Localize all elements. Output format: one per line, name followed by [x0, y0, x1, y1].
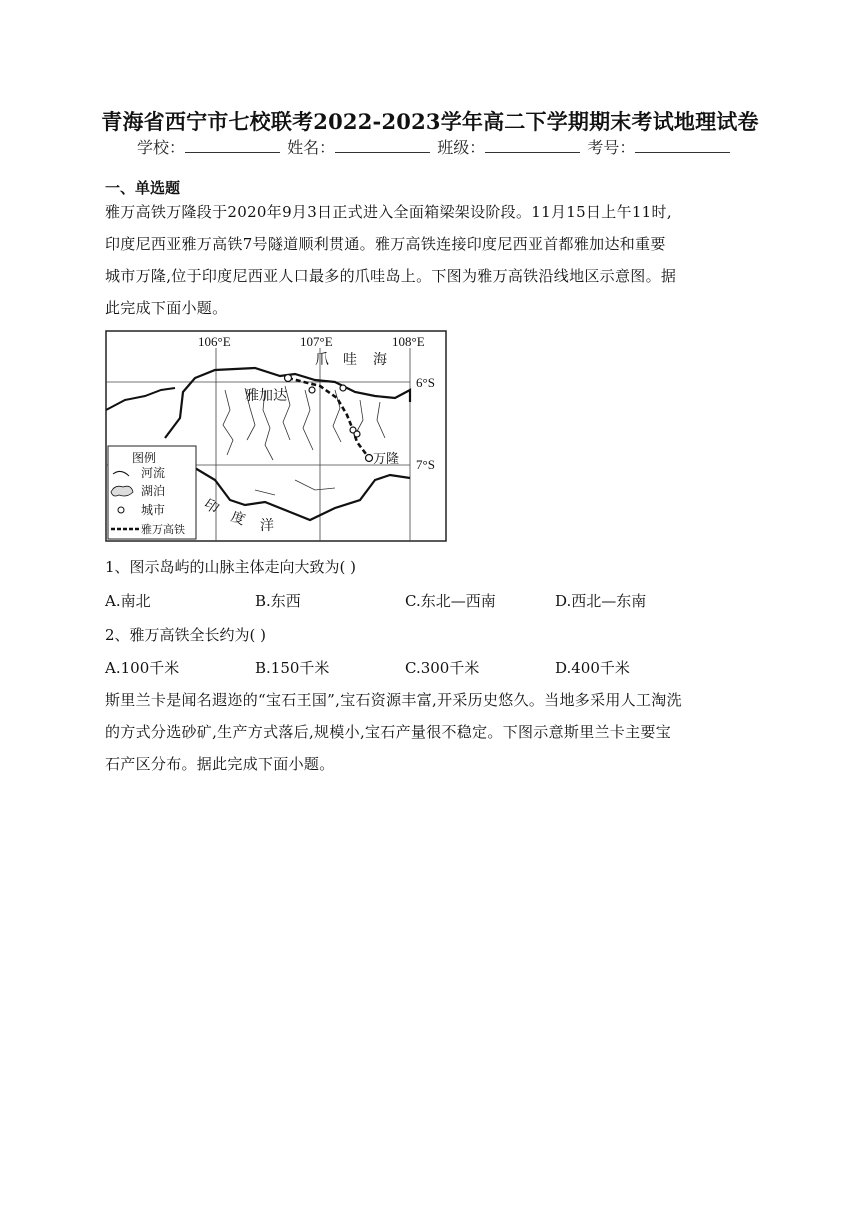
- city-marker: [309, 387, 315, 393]
- java-railway-map: [105, 330, 447, 542]
- passage-1-line: 城市万隆,位于印度尼西亚人口最多的爪哇岛上。下图为雅万高铁沿线地区示意图。据: [105, 267, 677, 285]
- passage-1-line: 印度尼西亚雅万高铁7号隧道顺利贯通。雅万高铁连接印度尼西亚首都雅加达和重要: [105, 235, 666, 253]
- city-marker: [340, 385, 346, 391]
- passage-2-line: 石产区分布。据此完成下面小题。: [105, 755, 335, 773]
- q2-option-d[interactable]: D.400千米: [555, 659, 630, 677]
- exam-title: 青海省西宁市七校联考2022-2023学年高二下学期期末考试地理试卷: [101, 109, 759, 134]
- lat-label: 6°S: [416, 375, 435, 390]
- indian-ocean-label: 印: [200, 496, 222, 518]
- school-label: 学校：: [137, 138, 186, 157]
- passage-2-line: 的方式分选砂矿,生产方式落后,规模小,宝石产量很不稳定。下图示意斯里兰卡主要宝: [105, 723, 672, 741]
- indian-ocean-label: 洋: [260, 518, 274, 534]
- lon-label: 106°E: [198, 334, 231, 349]
- passage-1-line: 此完成下面小题。: [105, 299, 228, 317]
- school-blank[interactable]: [185, 138, 280, 153]
- legend-title: 图例: [132, 451, 157, 465]
- lat-label: 7°S: [416, 457, 435, 472]
- legend-river-label: 河流: [141, 466, 166, 480]
- exam-number-label: 考号：: [587, 138, 636, 157]
- q1-option-a[interactable]: A.南北: [105, 592, 151, 610]
- bandung-label: 万隆: [373, 452, 400, 467]
- question-2-stem: 2、雅万高铁全长约为( ): [105, 626, 267, 644]
- exam-number-blank[interactable]: [635, 138, 730, 153]
- passage-2-line: 斯里兰卡是闻名遐迩的“宝石王国”,宝石资源丰富,开采历史悠久。当地多采用人工淘洗: [105, 691, 682, 709]
- java-sea-label: 海: [373, 352, 387, 368]
- legend-city-label: 城市: [141, 503, 166, 517]
- java-sea-label: 哇: [343, 352, 357, 368]
- q1-option-c[interactable]: C.东北—西南: [405, 592, 496, 610]
- class-label: 班级：: [437, 138, 486, 157]
- passage-1-line: 雅万高铁万隆段于2020年9月3日正式进入全面箱梁架设阶段。11月15日上午11时,: [105, 203, 672, 221]
- jakarta-city-marker: [285, 375, 292, 382]
- city-marker: [354, 431, 360, 437]
- class-blank[interactable]: [485, 138, 580, 153]
- passage-1: [105, 196, 760, 324]
- lon-label: 108°E: [392, 334, 425, 349]
- legend-lake-label: 湖泊: [141, 484, 166, 498]
- legend-lake-symbol: [111, 486, 133, 496]
- legend-railway-label: 雅万高铁: [141, 523, 185, 536]
- question-1-stem: 1、图示岛屿的山脉主体走向大致为( ): [105, 558, 357, 576]
- indian-ocean-label: 度: [228, 508, 248, 529]
- q2-option-b[interactable]: B.150千米: [255, 659, 330, 677]
- jakarta-label: 雅加达: [245, 388, 287, 404]
- name-label: 姓名：: [287, 138, 336, 157]
- q2-option-a[interactable]: A.100千米: [105, 659, 180, 677]
- student-info-line: [137, 135, 732, 158]
- q2-option-c[interactable]: C.300千米: [405, 659, 480, 677]
- passage-2: [105, 684, 760, 780]
- bandung-city-marker: [366, 455, 373, 462]
- lon-label: 107°E: [300, 334, 333, 349]
- name-blank[interactable]: [335, 138, 430, 153]
- java-sea-label: 爪: [315, 352, 329, 368]
- q1-option-d[interactable]: D.西北—东南: [555, 592, 647, 610]
- q1-option-b[interactable]: B.东西: [255, 592, 301, 610]
- legend-city-symbol: [118, 507, 124, 513]
- map-legend: [108, 446, 196, 539]
- section-heading: 一、单选题: [105, 179, 181, 197]
